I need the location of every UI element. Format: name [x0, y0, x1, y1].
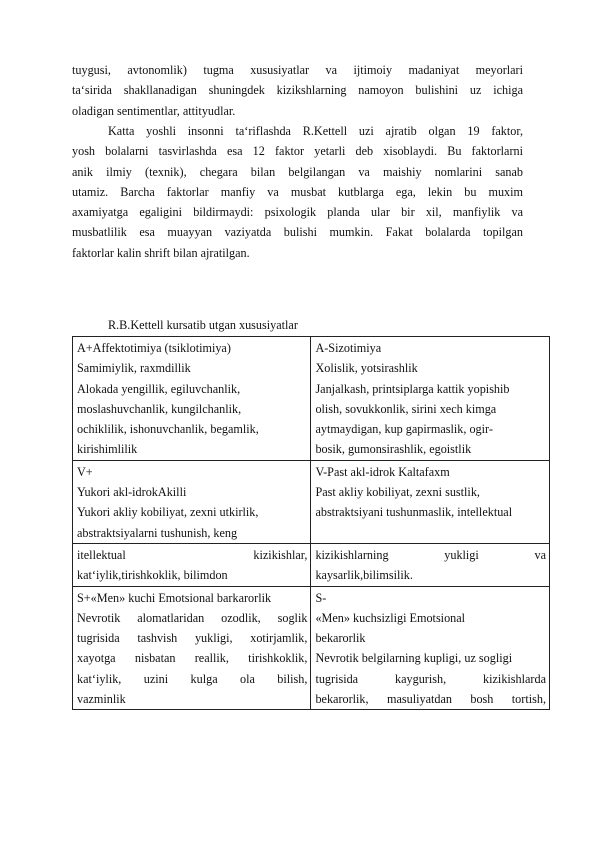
cell-line: bekarorlik, masuliyatdan bosh tortish, — [315, 692, 546, 707]
cell-line: Samimiylik, raxmdillik — [77, 361, 191, 376]
table-caption — [72, 315, 523, 335]
cell-line: Yukori akliy kobiliyat, zexni utkirlik, — [77, 505, 259, 520]
cell-line: Nevrotik alomatlaridan ozodlik, soglik — [77, 610, 308, 625]
table-cell-left — [73, 586, 311, 710]
text-line: yosh bolalarni tasvirlashda esa 12 faktor yetarli deb xisoblaydi. Bu faktorlarni — [72, 144, 523, 159]
table-cell-left — [73, 337, 311, 461]
cell-line: A+Affektotimiya (tsiklotimiya) — [77, 341, 231, 355]
table-row — [73, 337, 550, 461]
cell-line: moslashuvchanlik, kungilchanlik, — [77, 401, 242, 416]
table-cell-left — [73, 460, 311, 543]
cell-line: abstraktsiyani tushunmaslik, intellektual — [315, 505, 513, 520]
cell-line: «Men» kuchsizligi Emotsional — [315, 610, 466, 625]
cell-line: bosik, gumonsirashlik, egoistlik — [315, 442, 472, 457]
text-line: anik ilmiy (texnik), chegara bilan belgilangan va maishiy nomlarini sanab — [72, 164, 523, 179]
cell-line: kat‘iylik,tirishkoklik, bilimdon — [77, 568, 228, 583]
table-cell-right — [311, 586, 550, 710]
table-cell-right — [311, 543, 550, 586]
cell-line: kizikishlarning yukligi va — [315, 547, 546, 562]
text-line: axamiyatga egaligini bildirmaydi: psixologik planda ular bir xil, manfiylik va — [72, 205, 523, 220]
cell-line: xayotga nisbatan reallik, tirishkoklik, — [77, 651, 308, 666]
cell-line: Past akliy kobiliyat, zexni sustlik, — [315, 485, 480, 500]
cell-line: abstraktsiyalarni tushunish, keng — [77, 525, 238, 540]
cell-line: V-Past akl-idrok Kaltafaxm — [315, 464, 450, 479]
table-cell-right — [311, 460, 550, 543]
cell-line: S- — [315, 590, 327, 605]
cell-line: itellektual kizikishlar, — [77, 547, 308, 562]
cell-line: kaysarlik,bilimsilik. — [315, 568, 413, 583]
cell-line: tugrisida tashvish yukligi, xotirjamlik, — [77, 631, 308, 646]
text-line: faktorlar kalin shrift bilan ajratilgan. — [72, 245, 250, 260]
cell-line: aytmaydigan, kup gapirmaslik, ogir- — [315, 422, 493, 437]
text-line: utamiz. Barcha faktorlar manfiy va musbat kutblarga ega, lekin bu muxim — [72, 184, 523, 199]
text-line: Katta yoshli insonni ta‘riflashda R.Kettell uzi ajratib olgan 19 faktor, — [108, 124, 523, 138]
text-line: ta‘sirida shakllanadigan shuningdek kizikshlarning namoyon bulishini uz ichiga — [72, 83, 523, 98]
cell-line: tugrisida kaygurish, kizikishlarda — [315, 671, 546, 686]
cell-line: Nevrotik belgilarning kupligi, uz sogligi — [315, 651, 513, 666]
text-line: tuygusi, avtonomlik) tugma xususiyatlar va ijtimoiy madaniyat meyorlari — [72, 63, 523, 77]
cell-line: Xolislik, yotsirashlik — [315, 361, 418, 376]
caption-text: R.B.Kettell kursatib utgan xususiyatlar — [108, 318, 298, 332]
cell-line: A-Sizotimiya — [315, 341, 382, 355]
cell-line: Yukori akl-idrokAkilli — [77, 485, 187, 500]
table-row — [73, 543, 550, 586]
cell-line: S+«Men» kuchi Emotsional barkarorlik — [77, 590, 272, 605]
cell-line: ochiklilik, ishonuvchanlik, begamlik, — [77, 422, 259, 437]
cell-line: Janjalkash, printsiplarga kattik yopishib — [315, 381, 510, 396]
cell-line: kirishimlilik — [77, 442, 138, 457]
cell-line: vazminlik — [77, 692, 126, 707]
cell-line: V+ — [77, 464, 93, 479]
traits-table — [72, 336, 550, 710]
cell-line: kat‘iylik, uzini kulga ola bilish, — [77, 671, 308, 686]
cell-line: olish, sovukkonlik, sirini xech kimga — [315, 401, 497, 416]
intro-paragraph — [72, 60, 523, 121]
table-cell-right — [311, 337, 550, 461]
table-row — [73, 586, 550, 710]
text-line: musbatlilik esa muayyan vaziyatda bulishi mumkin. Fakat bolalarda topilgan — [72, 225, 523, 240]
cell-line: bekarorlik — [315, 631, 366, 646]
table-cell-left — [73, 543, 311, 586]
table-row — [73, 460, 550, 543]
cell-line: Alokada yengillik, egiluvchanlik, — [77, 381, 241, 396]
kettell-paragraph — [72, 121, 523, 263]
text-line: oladigan sentimentlar, attityudlar. — [72, 103, 236, 118]
